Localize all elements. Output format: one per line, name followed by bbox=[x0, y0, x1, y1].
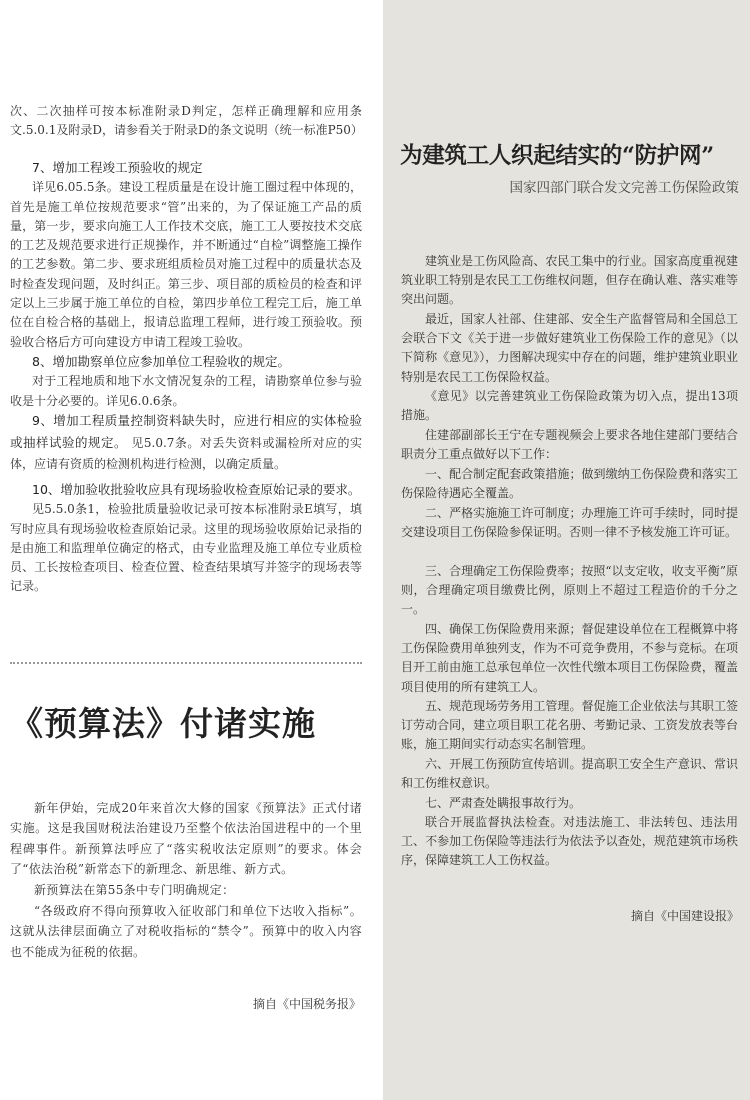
budget-law-title: 《预算法》付诸实施 bbox=[10, 704, 316, 743]
insurance-paragraph-8: 四、确保工伤保险费用来源；督促建设单位在工程概算中将工伤保险费用单独列支，作为不可竞争费用，不参与竞标。在项目开工前由施工总承包单位一次性代缴本项目工伤保险费，覆盖项目使用的所有建筑工人。 bbox=[401, 622, 738, 694]
right-column bbox=[383, 0, 750, 1100]
insurance-paragraph-6: 二、严格实施施工许可制度；办理施工许可手续时，同时提交建设项目工伤保险参保证明。否则一律不予核发施工许可证。 bbox=[401, 506, 738, 540]
section-8-title: 8、增加勘察单位应参加单位工程验收的规定。 bbox=[32, 354, 290, 369]
section-10-body: 见5.5.0条1，检验批质量验收记录可按本标准附录E填写，填写时应具有现场验收检查原始记录。这里的现场验收原始记录指的是由施工和监理单位确定的格式，由专业监理及施工单位专业质检员、工长按检查项目、检查位置、检查结果填写并签字的现场表等记录。 bbox=[10, 502, 362, 594]
budget-paragraph-1: 新年伊始，完成20年来首次大修的国家《预算法》正式付诸实施。这是我国财税法治建设乃至整个依法治国进程中的一个里程碑事件。新预算法呼应了“落实税收法定原则”的要求。体会了“依法治税”新常态下的新理念、新思维、新方式。 bbox=[10, 801, 362, 876]
section-10 bbox=[10, 480, 362, 597]
insurance-paragraph-4: 住建部副部长王宁在专题视频会上要求各地住建部门要结合职责分工重点做好以下工作： bbox=[401, 428, 738, 462]
insurance-subtitle: 国家四部门联合发文完善工伤保险政策 bbox=[509, 180, 739, 196]
insurance-paragraph-9: 五、规范现场劳务用工管理。督促施工企业依法与其职工签订劳动合同，建立项目职工花名册、考勤记录、工资发放表等台账，施工期间实行动态实名制管理。 bbox=[401, 699, 738, 752]
dotted-divider bbox=[10, 662, 362, 664]
insurance-paragraph-10: 六、开展工伤预防宣传培训。提高职工安全生产意识、常识和工伤维权意识。 bbox=[401, 757, 738, 791]
budget-paragraph-2: 新预算法在第55条中专门明确规定： bbox=[34, 883, 235, 897]
intro-paragraph: 次、二次抽样可按本标准附录D判定，怎样正确理解和应用条文.5.0.1及附录D，请参看关于附录D的条文说明（统一标准P50） bbox=[10, 104, 363, 138]
insurance-paragraph-11: 七、严肃查处瞒报事故行为。 bbox=[425, 796, 582, 810]
section-7-title: 7、增加工程竣工预验收的规定 bbox=[32, 160, 203, 175]
budget-source: 摘自《中国税务报》 bbox=[252, 997, 361, 1011]
budget-paragraph-3: “各级政府不得向预算收入征收部门和单位下达收入指标”。这就从法律层面确立了对税收指标的“禁令”。预算中的收入内容也不能成为征税的依据。 bbox=[10, 904, 362, 959]
insurance-paragraph-1: 建筑业是工伤风险高、农民工集中的行业。国家高度重视建筑业职工特别是农民工工伤维权问题，但存在确认难、落实难等突出问题。 bbox=[401, 254, 738, 307]
insurance-title: 为建筑工人织起结实的“防护网” bbox=[400, 143, 714, 169]
section-8 bbox=[10, 352, 362, 411]
section-9-title: 9、增加工程质量控制资料缺失时，应进行相应的实体检验或抽样试验的规定。 bbox=[10, 413, 362, 450]
section-7 bbox=[10, 158, 362, 352]
insurance-paragraph-12: 联合开展监督执法检查。对违法施工、非法转包、违法用工、不参加工伤保险等违法行为依法予以查处，规范建筑市场秩序，保障建筑工人工伤权益。 bbox=[401, 815, 738, 868]
insurance-paragraph-2: 最近，国家人社部、住建部、安全生产监督管局和全国总工会联合下文《关于进一步做好建筑业工伤保险工作的意见》（以下简称《意见》），力图解决现实中存在的问题，维护建筑业职业特别是农民工工伤保险权益。 bbox=[401, 312, 738, 384]
insurance-paragraph-5: 一、配合制定配套政策措施；做到缴纳工伤保险费和落实工伤保险待遇応全覆盖。 bbox=[401, 467, 738, 501]
insurance-paragraph-3: 《意见》以完善建筑业工伤保险政策为切入点，提出13项措施。 bbox=[401, 389, 738, 423]
insurance-source: 摘自《中国建设报》 bbox=[630, 909, 739, 923]
section-8-body: 对于工程地质和地下水文情况复杂的工程，请勘察单位参与验收是十分必要的。详见6.0.6条。 bbox=[10, 374, 362, 408]
section-9-body: 见5.0.7条。对丢失资料或漏检所对应的实体，应请有资质的检测机构进行检测，以确定质量。 bbox=[10, 436, 362, 471]
insurance-paragraph-7: 三、合理确定工伤保险费率；按照“以支定收，收支平衡”原则，合理确定项目缴费比例，原则上不超过工程造价的千分之一。 bbox=[401, 564, 738, 617]
section-10-title: 10、增加验收批验收应具有现场验收检查原始记录的要求。 bbox=[32, 482, 361, 497]
section-9 bbox=[10, 410, 362, 475]
section-7-body: 详见6.05.5条。建设工程质量是在设计施工圈过程中体现的，首先是施工单位按规范要求“管”出来的，为了保证施工产品的质量，第一步，要求向施工人工作技术交底，施工工人要按技术交底的工艺及规范要求进行正规操作，并不断通过“自检”调整施工操作的工艺参数。第二步、要求班组质检员对施工过程中的质量状态及时检查发现问题，及时纠正。第三步、项目部的质检员的检查和评定以上三步属于施工单位的自检，第四步单位工程完工后，施工单位在自检合格的基础上，报请总监理工程师，进行竣工预验收。预验收合格后方可向建设方申请工程竣工验收。 bbox=[10, 180, 362, 349]
